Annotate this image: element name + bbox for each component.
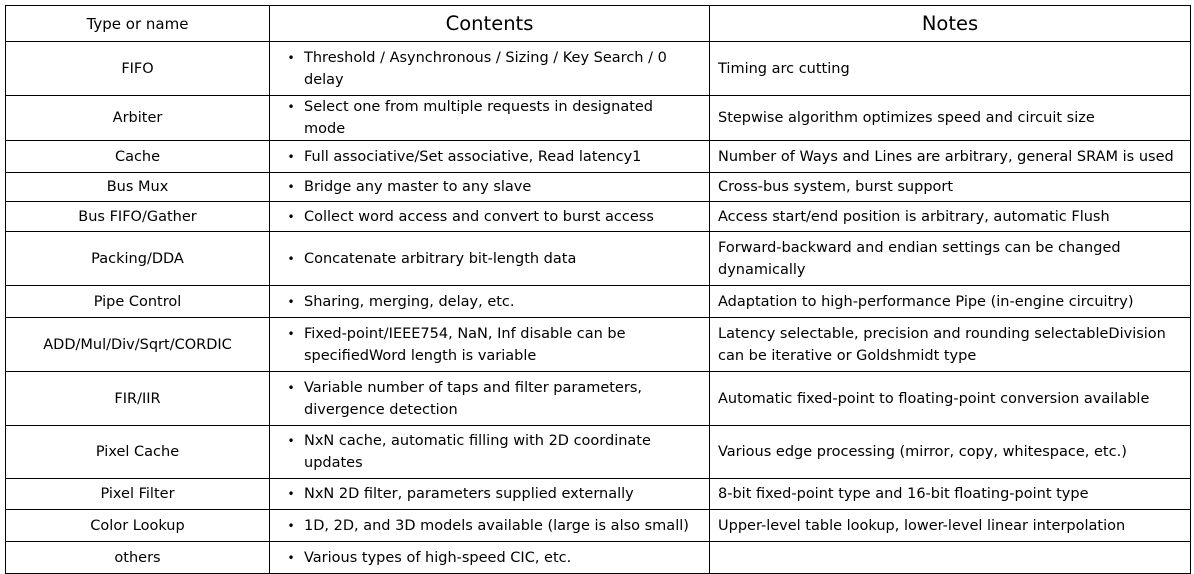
cell-notes: Stepwise algorithm optimizes speed and circuit size (710, 96, 1191, 141)
cell-notes: Adaptation to high-performance Pipe (in-engine circuitry) (710, 286, 1191, 318)
contents-text: Variable number of taps and filter parameters, divergence detection (304, 379, 642, 418)
bullet-icon: • (287, 434, 295, 448)
cell-type-name: Bus Mux (6, 173, 270, 202)
contents-text: NxN cache, automatic filling with 2D coordinate updates (304, 433, 651, 471)
table-row (6, 286, 1191, 318)
cell-notes: Various edge processing (mirror, copy, whitespace, etc.) (710, 426, 1191, 479)
bullet-icon: • (287, 487, 295, 501)
cell-contents (270, 426, 710, 479)
cell-notes: Latency selectable, precision and rounding selectableDivision can be iterative or Goldshmidt type (710, 318, 1191, 372)
cell-notes: Upper-level table lookup, lower-level linear interpolation (710, 510, 1191, 542)
contents-text: Threshold / Asynchronous / Sizing / Key Search / 0 delay (304, 49, 667, 88)
cell-type-name: ADD/Mul/Div/Sqrt/CORDIC (6, 318, 270, 372)
cell-type-name: Cache (6, 141, 270, 173)
cell-notes: Timing arc cutting (710, 42, 1191, 96)
contents-text: Select one from multiple requests in designated mode (304, 99, 654, 137)
bullet-icon: • (287, 326, 295, 341)
header-contents: Contents (270, 6, 710, 42)
table-row (6, 318, 1191, 372)
cell-contents (270, 202, 710, 232)
contents-text: Various types of high-speed CIC, etc. (304, 549, 572, 566)
bullet-icon: • (287, 180, 295, 194)
cell-contents (270, 286, 710, 318)
table-row (6, 141, 1191, 173)
contents-text: 1D, 2D, and 3D models available (large is also small) (304, 517, 689, 534)
bullet-icon: • (287, 380, 295, 395)
bullet-icon: • (287, 518, 295, 533)
table-row (6, 426, 1191, 479)
table-row (6, 42, 1191, 96)
module-table (5, 5, 1191, 574)
header-row (6, 6, 1191, 42)
bullet-icon: • (287, 149, 295, 164)
header-notes: Notes (710, 6, 1191, 42)
table-row (6, 542, 1191, 574)
contents-text: Sharing, merging, delay, etc. (304, 293, 515, 310)
bullet-icon: • (287, 251, 295, 266)
cell-notes: Number of Ways and Lines are arbitrary, general SRAM is used (710, 141, 1191, 173)
cell-type-name: others (6, 542, 270, 574)
cell-contents (270, 42, 710, 96)
cell-notes: Access start/end position is arbitrary, automatic Flush (710, 202, 1191, 232)
contents-text: Concatenate arbitrary bit-length data (304, 250, 577, 267)
table-row (6, 479, 1191, 510)
cell-type-name: FIR/IIR (6, 372, 270, 426)
cell-contents (270, 141, 710, 173)
contents-text: Fixed-point/IEEE754, NaN, Inf disable can be specifiedWord length is variable (304, 325, 626, 364)
cell-contents (270, 318, 710, 372)
table-row (6, 173, 1191, 202)
cell-notes: Forward-backward and endian settings can be changed dynamically (710, 232, 1191, 286)
table-row (6, 510, 1191, 542)
table-row (6, 232, 1191, 286)
bullet-icon: • (287, 209, 295, 224)
contents-text: Collect word access and convert to burst access (304, 208, 654, 225)
cell-type-name: Pixel Cache (6, 426, 270, 479)
table-row (6, 372, 1191, 426)
table-row (6, 96, 1191, 141)
cell-contents (270, 542, 710, 574)
cell-notes: 8-bit fixed-point type and 16-bit floating-point type (710, 479, 1191, 510)
cell-type-name: Arbiter (6, 96, 270, 141)
cell-contents (270, 96, 710, 141)
cell-contents (270, 372, 710, 426)
bullet-icon: • (287, 294, 295, 309)
cell-contents (270, 510, 710, 542)
cell-type-name: Color Lookup (6, 510, 270, 542)
cell-notes (710, 542, 1191, 574)
cell-type-name: Pixel Filter (6, 479, 270, 510)
bullet-icon: • (287, 550, 295, 565)
cell-notes: Cross-bus system, burst support (710, 173, 1191, 202)
contents-text: Bridge any master to any slave (304, 179, 532, 195)
table-row (6, 202, 1191, 232)
contents-text: Full associative/Set associative, Read latency1 (304, 148, 642, 165)
cell-type-name: Packing/DDA (6, 232, 270, 286)
cell-contents (270, 173, 710, 202)
contents-text: NxN 2D filter, parameters supplied externally (304, 486, 634, 502)
cell-type-name: Bus FIFO/Gather (6, 202, 270, 232)
cell-contents (270, 232, 710, 286)
cell-type-name: Pipe Control (6, 286, 270, 318)
bullet-icon: • (287, 50, 295, 65)
header-type-or-name: Type or name (6, 6, 270, 42)
bullet-icon: • (287, 100, 295, 114)
cell-type-name: FIFO (6, 42, 270, 96)
cell-contents (270, 479, 710, 510)
cell-notes: Automatic fixed-point to floating-point conversion available (710, 372, 1191, 426)
